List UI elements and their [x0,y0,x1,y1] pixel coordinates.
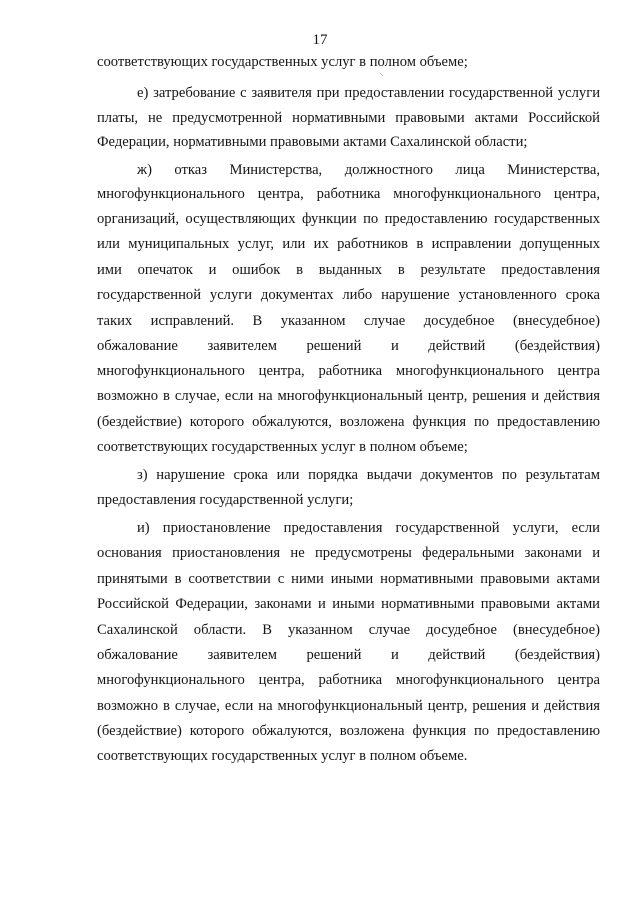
text-line: Российской Федерации, законами и иными нормативными правовыми актами [97,596,600,612]
text-line: и) приостановление предоставления государственной услуги, если [137,520,600,536]
text-line: предоставления государственной услуги; [97,492,354,508]
text-line: возможно в случае, если на многофункциональный центр, решения и действия [97,388,600,404]
text-line: Сахалинской области. В указанном случае досудебное (внесудебное) [97,622,600,638]
text-line: возможно в случае, если на многофункциональный центр, решения и действия [97,698,600,714]
text-line: соответствующих государственных услуг в полном объеме; [97,54,468,70]
text-line: основания приостановления не предусмотрены федеральными законами и [97,545,600,561]
text-line: многофункционального центра, работника многофункционального центра [97,672,600,688]
text-line: платы, не предусмотренной нормативными правовыми актами Российской [97,110,600,126]
text-line: многофункционального центра, работника многофункционального центра, [97,186,600,202]
text-line: соответствующих государственных услуг в полном объеме; [97,439,468,455]
text-line: з) нарушение срока или порядка выдачи документов по результатам [137,467,600,483]
text-line: соответствующих государственных услуг в полном объеме. [97,748,468,764]
text-line: ими опечаток и ошибок в выданных в результате предоставления [97,262,600,278]
text-line: ж) отказ Министерства, должностного лица Министерства, [137,162,600,178]
scan-speck: ⸌ [379,71,384,81]
text-line: е) затребование с заявителя при предоставлении государственной услуги [137,85,600,101]
text-line: многофункционального центра, работника многофункционального центра [97,363,600,379]
text-line: обжалование заявителем решений и действий (бездействия) [97,338,600,354]
text-line: Федерации, нормативными правовыми актами Сахалинской области; [97,134,528,150]
text-line: обжалование заявителем решений и действий (бездействия) [97,647,600,663]
text-line: государственной услуги документах либо нарушение установленного срока [97,287,600,303]
text-line: организаций, осуществляющих функции по предоставлению государственных [97,211,600,227]
text-line: принятыми в соответствии с ними иными нормативными правовыми актами [97,571,600,587]
text-line: или муниципальных услуг, или их работников в исправлении допущенных [97,236,600,252]
page-number: 17 [312,32,328,48]
text-line: (бездействие) которого обжалуются, возложена функция по предоставлению [97,414,600,430]
text-line: таких исправлений. В указанном случае досудебное (внесудебное) [97,313,600,329]
text-line: (бездействие) которого обжалуются, возложена функция по предоставлению [97,723,600,739]
